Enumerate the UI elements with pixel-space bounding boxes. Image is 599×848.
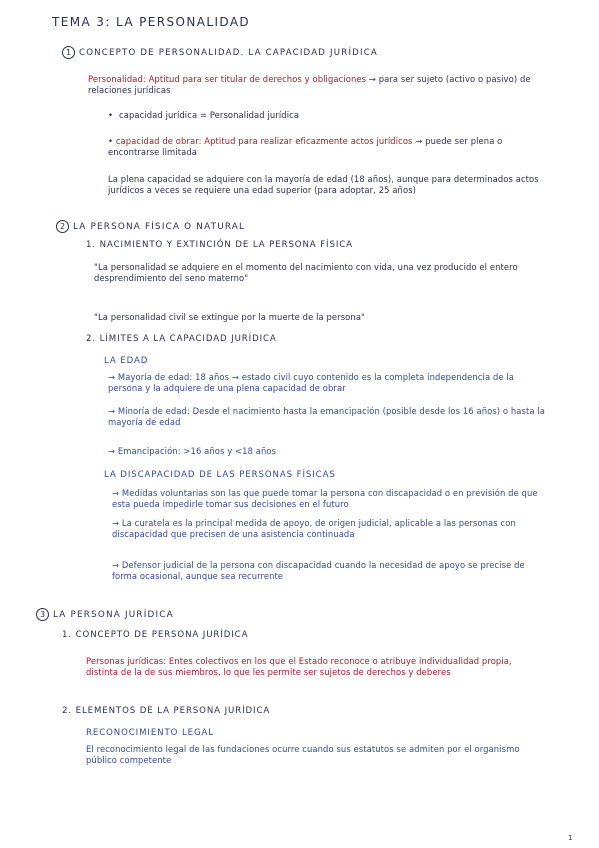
section-number: 3 [36,608,49,621]
section-2-title: LA PERSONA FÍSICA O NATURAL [73,222,246,232]
bullet-capacidad-obrar: • capacidad de obrar: Aptitud para realizar eficazmente actos jurídicos → puede ser plena o encontrarse limitada [108,136,503,158]
subheading-elementos: 2. ELEMENTOS DE LA PERSONA JURÍDICA [62,706,271,716]
section-3-heading [36,608,174,622]
minoria-edad: → Minoría de edad: Desde el nacimiento hasta la emancipación (posible desde los 16 años) o hasta la mayoría de edad [108,406,546,428]
subheading-nacimiento: 1. NACIMIENTO Y EXTINCIÓN DE LA PERSONA FÍSICA [86,240,353,250]
subheading-concepto-persona-juridica: 1. CONCEPTO DE PERSONA JURÍDICA [62,630,249,640]
defensor-judicial: → Defensor judicial de la persona con discapacidad cuando la necesidad de apoyo se precise de forma ocasional, aunque sea recurrente [112,560,525,582]
curatela: → La curatela es la principal medida de apoyo, de origen judicial, aplicable a las personas con discapacidad que precisen de una asistencia continuada [112,518,516,540]
subheading-edad: LA EDAD [104,356,149,366]
quote-extincion: "La personalidad civil se extingue por la muerte de la persona" [94,312,366,322]
section-1-heading [62,46,378,60]
section-number: 1 [62,46,75,59]
plena-capacidad-note: La plena capacidad se adquiere con la mayoría de edad (18 años), aunque para determinados actos jurídicos a veces se requiere una edad superior (para adoptar, 25 años) [108,174,539,196]
definition-term: Personalidad: Aptitud para ser titular de derechos y obligaciones [88,74,367,84]
reconocimiento-text: El reconocimiento legal de las fundaciones ocurre cuando sus estatutos se admiten por el organismo público competente [86,744,520,766]
page-number: 1 [568,834,573,842]
emancipacion: → Emancipación: >16 años y <18 años [108,446,277,456]
personalidad-definition [88,74,558,97]
subheading-reconocimiento: RECONOCIMIENTO LEGAL [86,728,214,738]
subheading-discapacidad: LA DISCAPACIDAD DE LAS PERSONAS FÍSICAS [104,470,336,480]
section-1-title: CONCEPTO DE PERSONALIDAD. LA CAPACIDAD JURÍDICA [79,48,379,58]
definition-rest: → para ser sujeto (activo o pasivo) de relaciones jurídicas [88,74,531,96]
capacidad-obrar-rest: → puede ser plena o encontrarse limitada [108,136,503,158]
capacidad-obrar-term: capacidad de obrar: Aptitud para realizar eficazmente actos jurídicos [115,136,413,146]
quote-nacimiento: "La personalidad se adquiere en el momento del nacimiento con vida, una vez producido el entero desprendimiento del seno materno" [94,262,518,284]
section-3-title: LA PERSONA JURÍDICA [53,610,174,620]
medidas-voluntarias: → Medidas voluntarias son las que puede tomar la persona con discapacidad o en previsión de que esta pueda impedirle tomar sus decisiones en el futuro [112,488,538,510]
mayoria-edad: → Mayoría de edad: 18 años → estado civil cuyo contenido es la completa independencia de la persona y la adquiere de una plena capacidad de obrar [108,372,515,394]
section-2-heading [56,220,245,234]
section-number: 2 [56,220,69,233]
persona-juridica-definition: Personas jurídicas: Entes colectivos en los que el Estado reconoce o atribuye individualidad propia, distinta de la de sus miembros, lo que les permite ser sujetos de derechos y deberes [86,656,512,678]
bullet-capacidad-juridica: • capacidad jurídica = Personalidad jurídica [108,110,299,121]
subheading-limites: 2. LÍMITES A LA CAPACIDAD JURÍDICA [86,334,277,344]
page-title: TEMA 3: LA PERSONALIDAD [52,15,251,29]
